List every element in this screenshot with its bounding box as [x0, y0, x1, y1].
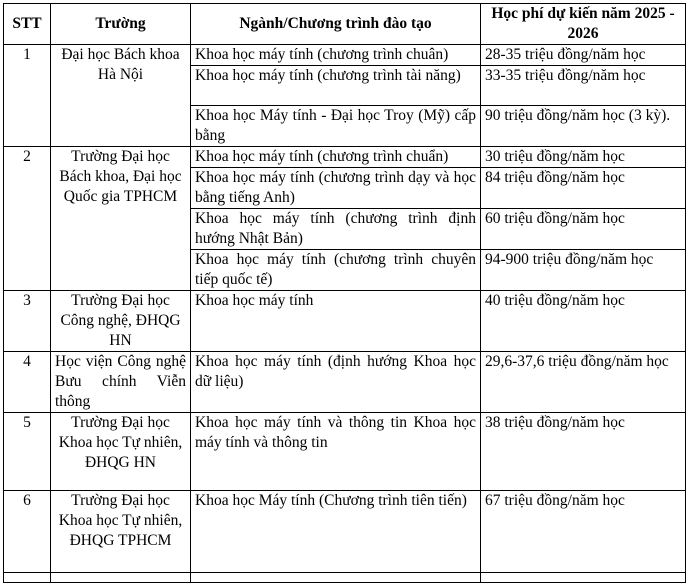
table-row: [4, 147, 686, 168]
stt-cell: 5: [4, 413, 51, 491]
fee-cell: 84 triệu đồng/năm học: [481, 168, 686, 209]
school-cell: Trường Đại học Khoa học Tự nhiên, ĐHQG HN: [51, 413, 191, 491]
header-stt: STT: [4, 4, 51, 45]
school-cell: Đại học Bách khoa Hà Nội: [51, 45, 191, 147]
empty-cell: [4, 573, 51, 583]
program-cell: Khoa học Máy tính (Chương trình tiên tiến): [191, 491, 481, 573]
tuition-table: [3, 3, 686, 583]
program-cell: Khoa học máy tính (chương trình chuẩn): [191, 147, 481, 168]
stt-cell: 4: [4, 352, 51, 413]
school-cell: Học viện Công nghệ Bưu chính Viễn thông: [51, 352, 191, 413]
fee-cell: 94-900 triệu đồng/năm học: [481, 250, 686, 291]
stt-cell: 6: [4, 491, 51, 573]
program-cell: Khoa học máy tính (chương trình chuyên tiếp quốc tế): [191, 250, 481, 291]
fee-cell: 38 triệu đồng/năm học: [481, 413, 686, 491]
stt-cell: 3: [4, 291, 51, 352]
stt-cell: 1: [4, 45, 51, 147]
fee-cell: 28-35 triệu đồng/năm học: [481, 45, 686, 66]
table-row: [4, 413, 686, 491]
fee-cell: 30 triệu đồng/năm học: [481, 147, 686, 168]
program-cell: Khoa học máy tính (chương trình định hướng Nhật Bản): [191, 209, 481, 250]
program-cell: Khoa học máy tính (chương trình chuân): [191, 45, 481, 66]
stt-cell: 2: [4, 147, 51, 291]
fee-cell: 29,6-37,6 triệu đồng/năm học: [481, 352, 686, 413]
table-row-cutoff: [4, 573, 686, 583]
school-cell: Trường Đại học Công nghệ, ĐHQG HN: [51, 291, 191, 352]
header-fee: Học phí dự kiến năm 2025 - 2026: [481, 4, 686, 45]
header-program: Ngành/Chương trình đào tạo: [191, 4, 481, 45]
empty-cell: [51, 573, 191, 583]
school-cell: Trường Đại học Bách khoa, Đại học Quốc gia TPHCM: [51, 147, 191, 291]
table-row: [4, 491, 686, 573]
program-cell: Khoa học máy tính (chương trình tài năng): [191, 66, 481, 106]
header-school: Trường: [51, 4, 191, 45]
table-row: [4, 352, 686, 413]
fee-cell: 90 triệu đồng/năm học (3 kỳ).: [481, 106, 686, 147]
program-cell: Khoa học máy tính (định hướng Khoa học dữ liệu): [191, 352, 481, 413]
fee-cell: 40 triệu đồng/năm học: [481, 291, 686, 352]
header-row: [4, 4, 686, 45]
table-row: [4, 45, 686, 66]
program-cell: Khoa học máy tính (chương trình dạy và học bằng tiếng Anh): [191, 168, 481, 209]
program-cell: Khoa học Máy tính - Đại học Troy (Mỹ) cấp bằng: [191, 106, 481, 147]
empty-cell: [481, 573, 686, 583]
program-cell: Khoa học máy tính: [191, 291, 481, 352]
fee-cell: 33-35 triệu đồng/năm học: [481, 66, 686, 106]
program-cell: Khoa học máy tính và thông tin Khoa học máy tính và thông tin: [191, 413, 481, 491]
fee-cell: 67 triệu đồng/năm học: [481, 491, 686, 573]
empty-cell: [191, 573, 481, 583]
fee-cell: 60 triệu đồng/năm học: [481, 209, 686, 250]
table-row: [4, 291, 686, 352]
school-cell: Trường Đại học Khoa học Tự nhiên, ĐHQG TPHCM: [51, 491, 191, 573]
